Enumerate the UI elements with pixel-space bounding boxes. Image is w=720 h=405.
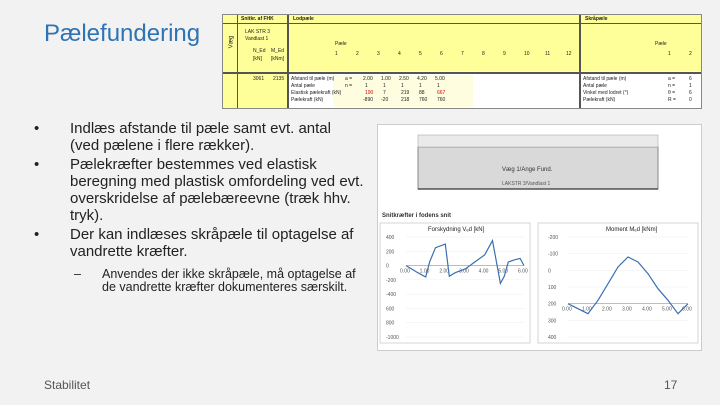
shear-chart-ytick-label: 200 (386, 249, 395, 256)
pile-number: 9 (503, 51, 506, 57)
row-value: 7 (383, 90, 386, 96)
pile-label: Pæle (335, 41, 347, 47)
dash-marker: – (74, 267, 81, 281)
right-value: 1 (689, 83, 692, 89)
right-label: Vinkel med lodret (°) (583, 90, 629, 96)
row-value: 760 (419, 97, 428, 103)
row-value: 2.00 (363, 76, 373, 82)
sub-bullet-item (34, 268, 364, 294)
row-value: 4.20 (417, 76, 427, 82)
moment-chart-xtick-label: 2.00 (602, 306, 612, 313)
shear-chart-ytick-label: 0 (386, 263, 389, 270)
left-block-text: [kN] (253, 56, 262, 62)
right-label: Pælekraft (kN) (583, 97, 616, 103)
shear-chart-ytick-label: 600 (386, 306, 395, 313)
pile-label: Pæle (655, 41, 667, 47)
moment-chart-ytick-label: 400 (548, 335, 557, 341)
row-value: 5.00 (435, 76, 445, 82)
grid-line (579, 15, 581, 108)
moment-chart-title: Moment Mₑd [kNm] (606, 227, 658, 233)
right-suffix: n = (668, 83, 676, 89)
shear-chart-frame (380, 223, 530, 343)
right-suffix: a = (668, 76, 676, 82)
moment-chart-ytick-label: -200 (548, 235, 559, 241)
moment-chart-ytick-label: -100 (548, 251, 559, 258)
row-value: -890 (363, 97, 374, 103)
right-suffix: θ = (668, 90, 676, 96)
row-value: 218 (401, 97, 410, 103)
spreadsheet-image (222, 14, 702, 109)
row-suffix: a = (345, 76, 353, 82)
wall-label: LAKSTR 3/Vandlast 1 (502, 181, 551, 187)
wall-slab (418, 135, 658, 147)
row-label: Pælekraft (kN) (291, 97, 324, 103)
row-value: 1.00 (381, 76, 391, 82)
row-value: 190 (365, 90, 374, 96)
row-value: 88 (419, 90, 425, 96)
pile-number: 2 (689, 51, 692, 57)
pile-number: 12 (566, 51, 572, 57)
shear-chart-xtick-label: 3.00 (459, 268, 469, 275)
slide-title: Pælefundering (44, 20, 201, 47)
pile-number: 7 (461, 51, 464, 57)
sub-bullet-text: Anvendes der ikke skråpæle, må optagelse af de vandrette kræfter dokumenteres særskilt. (102, 267, 356, 294)
moment-chart-xtick-label: 0.00 (562, 306, 572, 313)
row-value: 1 (401, 83, 404, 89)
bullet-item (34, 156, 364, 224)
wall-label: Væg 1/Ange Fund. (502, 167, 553, 173)
pile-number: 11 (545, 51, 551, 57)
pile-number: 6 (440, 51, 443, 57)
pile-number: 8 (482, 51, 485, 57)
pile-number: 2 (356, 51, 359, 57)
shear-chart-xtick-label: 1.00 (419, 268, 430, 275)
moment-chart-ytick-label: 100 (548, 285, 557, 291)
shear-chart-xtick-label: 5.00 (498, 268, 509, 275)
left-value: 3061 (253, 76, 265, 82)
bullet-text: Der kan indlæses skråpæle til optagelse af vandrette kræfter. (70, 226, 354, 260)
left-block-text: [kNm] (271, 56, 285, 62)
row-suffix: n = (345, 83, 353, 89)
bullet-marker: • (34, 156, 40, 173)
moment-chart-frame (538, 223, 698, 343)
row-value: 667 (437, 90, 446, 96)
left-block-text: N_Ed (253, 48, 266, 54)
right-suffix: R = (668, 97, 676, 103)
row-value: -20 (381, 97, 389, 103)
sheet-header: Skråpæle (585, 16, 608, 22)
moment-chart-xtick-label: 1.00 (582, 306, 592, 313)
right-value: 6 (689, 90, 692, 96)
moment-chart-xtick-label: 5.00 (662, 306, 672, 313)
moment-chart-xtick-label: 6.00 (682, 306, 692, 313)
moment-chart-ytick-label: 300 (548, 318, 557, 325)
moment-chart-ytick-label: 200 (548, 301, 557, 308)
pile-number: 3 (377, 51, 380, 57)
right-value: 6 (689, 76, 692, 82)
left-block-text: Vandlast 1 (245, 36, 269, 42)
sheet-header: Snitkr. af FHK (241, 16, 274, 22)
moment-chart-ytick-label: 0 (548, 268, 551, 275)
bullet-marker: • (34, 226, 40, 243)
grid-line (237, 15, 238, 108)
figure-svg (378, 125, 701, 350)
row-value: 1 (383, 83, 386, 89)
side-label: Væg (228, 35, 235, 49)
shear-chart-ytick-label: 400 (386, 235, 395, 241)
pile-number: 10 (524, 51, 530, 57)
figure-image (377, 124, 702, 351)
shear-chart-ytick-label: -200 (386, 277, 397, 284)
shear-chart-xtick-label: 4.00 (478, 268, 489, 275)
grid-line (287, 15, 289, 108)
row-value: 1 (437, 83, 440, 89)
bullet-text: Pælekræfter bestemmes ved elastisk beregning med plastisk omfordeling ved evt. overskridelse af pælebæreevne (træk hhv. tryk). (70, 156, 364, 224)
shear-chart-ytick-label: -1000 (386, 335, 399, 341)
section-title: Snitkræfter i fodens snit (382, 213, 452, 219)
grid-line (223, 72, 701, 74)
row-value: 2.50 (399, 76, 409, 82)
left-block-text: LAK STR 3 (245, 29, 271, 35)
bullet-text: Indlæs afstande til pæle samt evt. antal (ved pælene i flere rækker). (70, 120, 331, 154)
shear-chart-ytick-label: 800 (386, 320, 395, 327)
bullet-marker: • (34, 120, 40, 137)
page-number: 17 (664, 378, 678, 392)
row-label: Afstand til pæle (m) (291, 76, 335, 82)
shear-chart-xtick-label: 6.00 (518, 268, 528, 275)
shear-chart-title: Forskydning Vₑd [kN] (428, 227, 485, 233)
footer-text: Stabilitet (44, 378, 91, 392)
moment-chart-xtick-label: 3.00 (622, 306, 632, 313)
left-value: 2135 (273, 76, 285, 82)
shear-chart-xtick-label: 2.00 (439, 268, 450, 275)
pile-number: 4 (398, 51, 401, 57)
row-label: Elastisk pælekraft (kN) (291, 90, 342, 96)
left-block-text: M_Ed (271, 48, 285, 54)
bullet-item (34, 226, 364, 260)
moment-chart-xtick-label: 4.00 (642, 306, 652, 313)
pile-number: 1 (335, 51, 338, 57)
pile-number: 1 (668, 51, 671, 57)
pile-number: 5 (419, 51, 422, 57)
right-value: 0 (689, 97, 692, 103)
sheet-header: Lodpæle (293, 16, 314, 22)
shear-chart-xtick-label: 0.00 (400, 268, 410, 275)
row-value: 760 (437, 97, 446, 103)
right-label: Antal pæle (583, 83, 607, 89)
grid-line (223, 23, 701, 24)
row-value: 1 (365, 83, 368, 89)
row-value: 1 (419, 83, 422, 89)
row-label: Antal pæle (291, 83, 315, 89)
bullet-item (34, 120, 364, 154)
right-label: Afstand til pæle (m) (583, 76, 627, 82)
shear-chart-ytick-label: -400 (386, 292, 397, 299)
bullet-list (34, 120, 364, 294)
row-value: 219 (401, 90, 410, 96)
